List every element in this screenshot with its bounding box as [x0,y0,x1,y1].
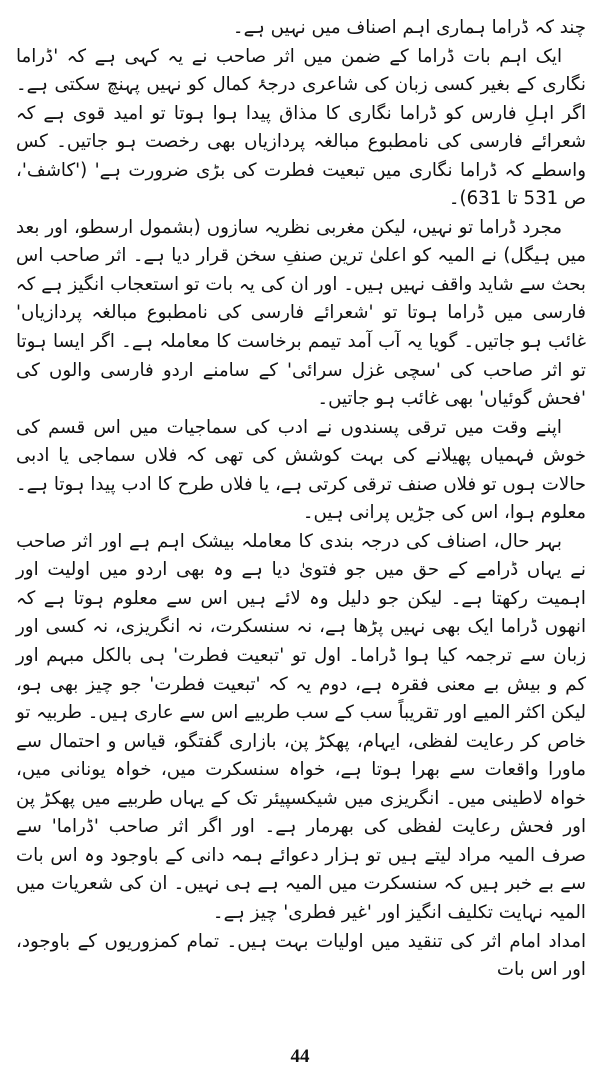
paragraph-5: بہر حال، اصناف کی درجہ بندی کا معاملہ بیشک اہم ہے اور اثر صاحب نے یہاں ڈرامے کے حق میں جو فتویٰ دیا ہے وہ بھی اردو میں اولیت اور اہمیت رکھتا ہے۔ لیکن جو دلیل وہ لائے ہیں اس سے معلوم ہوتا ہے کہ انھوں ڈراما ایک بھی نہیں پڑھا ہے، نہ سنسکرت، نہ انگریزی، نہ کسی اور زبان سے ترجمہ کیا ہوا ڈراما۔ اول تو 'تبعیت فطرت' ہی بالکل مبہم اور کم و بیش بے معنی فقرہ ہے، دوم یہ کہ 'تبعیت فطرت' جو چیز بھی ہو، لیکن اکثر المیے اور تقریباً سب کے سب طربیے اس سے عاری ہیں۔ طربیہ تو خاص کر رعایت لفظی، ایہام، پھکڑ پن، بازاری گفتگو، قیاس و احتمال سے ماورا واقعات سے بھرا ہوتا ہے، خواہ سنسکرت میں، خواہ یونانی میں، خواہ لاطینی میں۔ انگریزی میں شیکسپیئر تک کے یہاں طربیے میں پھکڑ پن اور فحش رعایت لفظی کی بھرمار ہے۔ اور اگر اثر صاحب 'ڈراما' سے صرف المیہ مراد لیتے ہیں تو ہزار دعوائے ہمہ دانی کے باوجود وہ اس بات سے بے خبر ہیں کہ سنسکرت میں المیہ ہے ہی نہیں۔ ان کی شعریات میں المیہ نہایت تکلیف انگیز اور 'غیر فطری' چیز ہے۔ [16,530,586,923]
paragraph-4: اپنے وقت میں ترقی پسندوں نے ادب کی سماجیات میں اس قسم کی خوش فہمیاں پھیلانے کی بہت کوشش کی تھی کہ فلاں سماجی یا ادبی حالات ہوں تو فلاں صنف ترقی کرتی ہے، یا فلاں طرح کا ادب پیدا ہوتا ہے۔ معلوم ہوا، اس کی جڑیں پرانی ہیں۔ [16,416,586,524]
page-body-text [16,14,586,985]
paragraph-3: مجرد ڈراما تو نہیں، لیکن مغربی نظریہ سازوں (بشمول ارسطو، اور بعد میں ہیگل) نے المیہ کو اعلیٰ ترین صنفِ سخن قرار دیا ہے۔ اثر صاحب اس بحث سے شاید واقف نہیں ہیں۔ اور ان کی یہ بات تو استعجاب انگیز ہے کہ فارسی میں ڈراما ہوتا تو 'شعرائے فارسی کی نامطبوع مبالغہ پردازیاں' غائب ہو جاتیں۔ گویا یہ آب آمد تیمم برخاست کا معاملہ ہے۔ اگر ایسا ہوتا تو اثر صاحب کی 'سچی غزل سرائی' کے سامنے اردو فارسی والوں کی 'فحش گوئیاں' بھی غائب ہو جاتیں۔ [16,216,586,410]
paragraph-1: چند کہ ڈراما ہماری اہم اصناف میں نہیں ہے۔ [232,17,586,38]
page-number: 44 [290,1046,310,1067]
paragraph-2: ایک اہم بات ڈراما کے ضمن میں اثر صاحب نے یہ کہی ہے کہ 'ڈراما نگاری کے بغیر کسی زبان کی شاعری درجۂ کمال کو نہیں پہنچ سکتی ہے۔ اگر اہلِ فارس کو ڈراما نگاری کا مذاق پیدا ہوا ہوتا تو امید قوی ہے کہ شعرائے فارسی کی نامطبوع مبالغہ پردازیاں بھی رخصت ہو جاتیں۔ کس واسطے کہ ڈراما نگاری میں تبعیت فطرت کی بڑی ضرورت ہے' ('کاشف'، ص 531 تا 631)۔ [16,45,586,210]
paragraph-6: امداد امام اثر کی تنقید میں اولیات بہت ہیں۔ تمام کمزوریوں کے باوجود، اور اس بات [16,930,586,981]
